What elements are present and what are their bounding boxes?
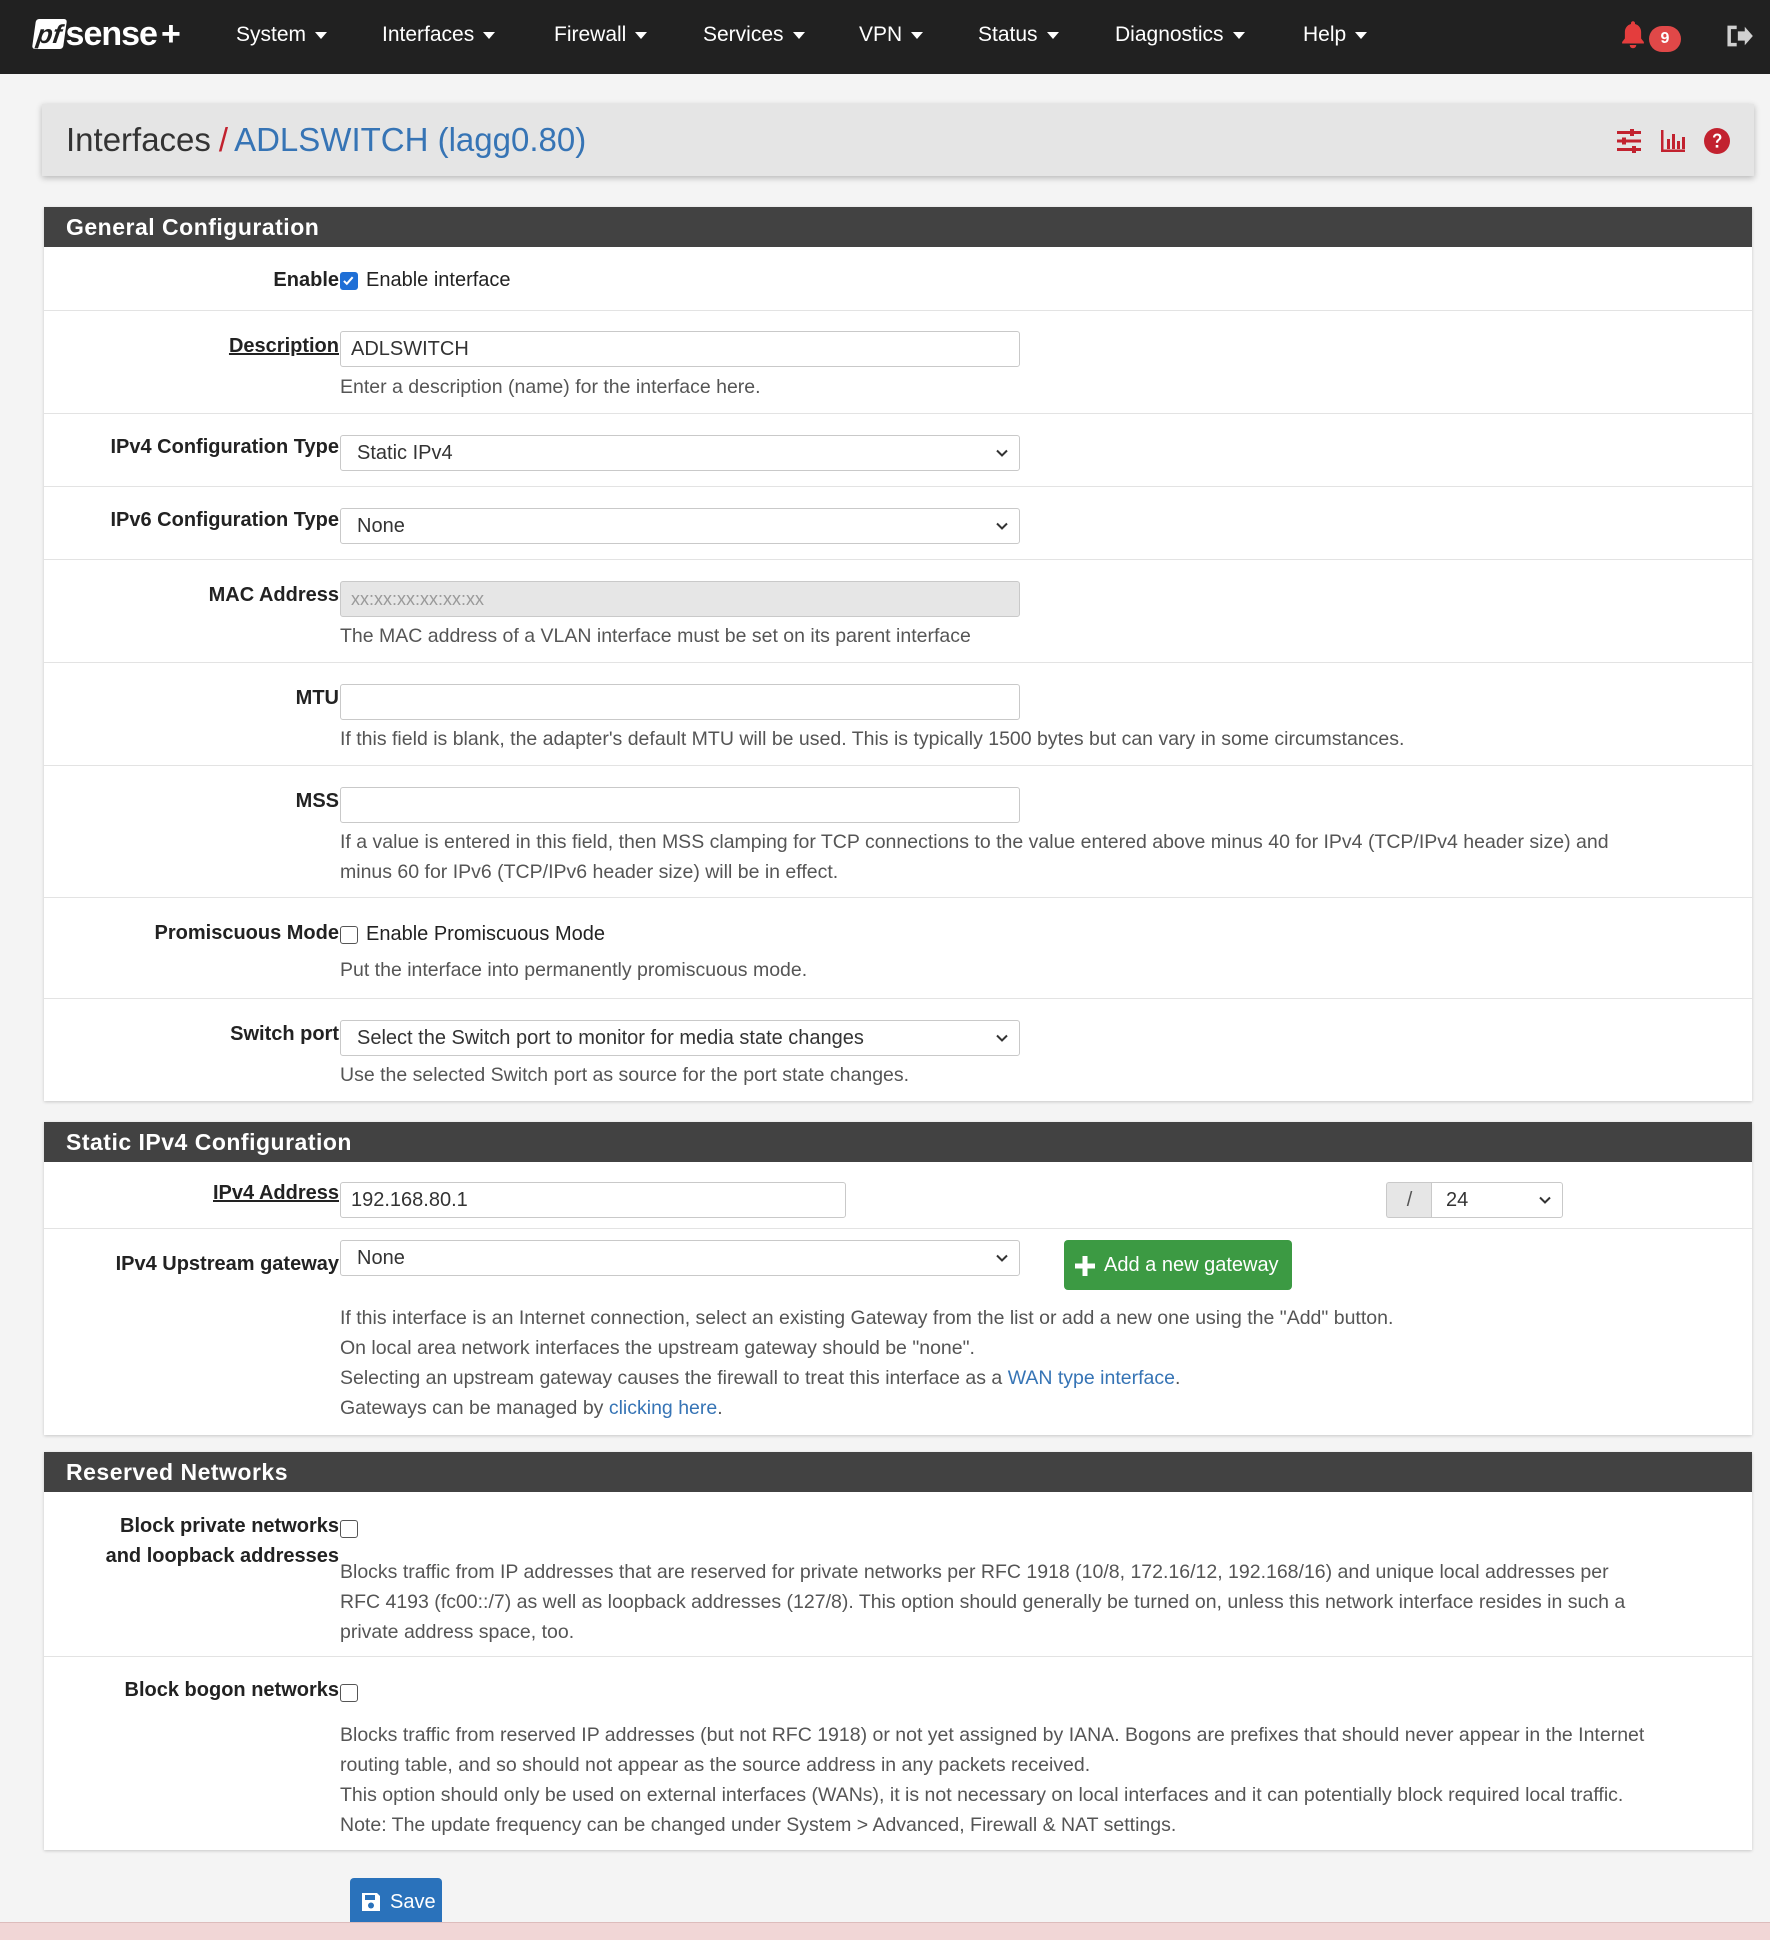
ipv6-type-label: IPv6 Configuration Type: [110, 509, 339, 531]
row-enable: [44, 247, 1752, 311]
chevron-down-icon: [995, 1251, 1009, 1265]
plus-icon: [1074, 1255, 1096, 1277]
gateway-help-line: If this interface is an Internet connection, select an existing Gateway from the list or add a new one using the "Add" button.: [340, 1307, 1394, 1329]
nav-menu-interfaces[interactable]: [382, 0, 495, 70]
breadcrumb-bar: [42, 104, 1754, 176]
mtu-help: If this field is blank, the adapter's default MTU will be used. This is typically 1500 bytes but can vary in some circumstances.: [340, 728, 1405, 750]
nav-menu-vpn[interactable]: [859, 0, 923, 70]
block-private-help-line: RFC 4193 (fc00::/7) as well as loopback addresses (127/8). This option should generally be turned on, unless this network interface resides in such a: [340, 1591, 1626, 1613]
nav-menu-services[interactable]: [703, 0, 805, 70]
mtu-label: MTU: [295, 687, 339, 709]
gateway-help-line: [340, 1393, 1393, 1423]
nav-menu-label: Help: [1303, 23, 1347, 46]
gateway-help-text: Selecting an upstream gateway causes the firewall to treat this interface as a: [340, 1367, 1008, 1389]
row-ipv6-type: [44, 487, 1752, 560]
gateway-help-line: [340, 1363, 1393, 1393]
block-bogon-help-line: This option should only be used on external interfaces (WANs), it is not necessary on local interfaces and it can potentially block required local traffic.: [340, 1784, 1624, 1806]
switch-port-value: Select the Switch port to monitor for media state changes: [357, 1027, 864, 1049]
gateway-help-line: On local area network interfaces the upstream gateway should be "none".: [340, 1337, 975, 1359]
block-bogon-help-line: Blocks traffic from reserved IP addresses (but not RFC 1918) or not yet assigned by IANA. Bogons are prefixes that should never appear in the Internet: [340, 1724, 1645, 1746]
caret-down-icon: [635, 32, 647, 39]
reserved-networks-panel: [44, 1452, 1752, 1850]
logo-plus: +: [160, 15, 181, 53]
mac-address-label: MAC Address: [208, 584, 339, 606]
ipv4-gateway-label: IPv4 Upstream gateway: [115, 1253, 339, 1275]
add-gateway-button[interactable]: [1064, 1240, 1292, 1290]
nav-menu-status[interactable]: [978, 0, 1059, 70]
switch-port-select[interactable]: [340, 1020, 1020, 1056]
row-ipv4-address: [44, 1162, 1752, 1229]
mac-address-input: xx:xx:xx:xx:xx:xx: [340, 581, 1020, 617]
caret-down-icon: [483, 32, 495, 39]
static-ipv4-panel: [44, 1122, 1752, 1435]
row-ipv4-type: [44, 414, 1752, 487]
cidr-value: 24: [1446, 1189, 1469, 1211]
pfsense-logo[interactable]: [34, 14, 181, 54]
ipv6-type-select[interactable]: [340, 508, 1020, 544]
row-promiscuous: [44, 898, 1752, 999]
mss-input[interactable]: [340, 787, 1020, 823]
block-private-help: [340, 1557, 1625, 1647]
gateway-help-text: Gateways can be managed by: [340, 1397, 609, 1419]
block-private-help-line: private address space, too.: [340, 1621, 575, 1643]
nav-menu-label: Firewall: [554, 23, 627, 46]
breadcrumb: [66, 104, 586, 176]
manage-gateways-link[interactable]: clicking here: [608, 1397, 718, 1419]
help-question-icon[interactable]: [1702, 126, 1732, 156]
ipv4-type-select[interactable]: [340, 435, 1020, 471]
cidr-select[interactable]: [1431, 1182, 1563, 1218]
nav-menu-label: Interfaces: [382, 23, 475, 46]
nav-menu-label: System: [236, 23, 307, 46]
promiscuous-help: Put the interface into permanently promiscuous mode.: [340, 959, 808, 981]
general-configuration-panel: [44, 207, 1752, 1101]
caret-down-icon: [1355, 32, 1367, 39]
switch-port-help: Use the selected Switch port as source for the port state changes.: [340, 1064, 910, 1086]
enable-interface-label[interactable]: Enable interface: [366, 269, 511, 291]
chevron-down-icon: [1538, 1193, 1552, 1207]
panel-heading-static-ipv4: Static IPv4 Configuration: [44, 1122, 1752, 1162]
row-mtu: [44, 663, 1752, 766]
block-bogon-checkbox[interactable]: [340, 1684, 358, 1702]
logo-sense: sense: [65, 15, 157, 53]
ipv4-address-label[interactable]: IPv4 Address: [213, 1182, 339, 1204]
add-gateway-label: Add a new gateway: [1104, 1254, 1279, 1276]
mss-help-line: minus 60 for IPv6 (TCP/IPv6 header size) will be in effect.: [340, 861, 839, 883]
cidr-slash: /: [1386, 1182, 1432, 1218]
promiscuous-checkbox[interactable]: [340, 926, 358, 944]
ipv6-type-value: None: [357, 515, 405, 537]
description-help: Enter a description (name) for the interface here.: [340, 376, 761, 398]
row-block-bogon: [44, 1657, 1752, 1850]
panel-heading-general: General Configuration: [44, 207, 1752, 247]
block-bogon-help-line: routing table, and so should not appear as the source address in any packets received.: [340, 1754, 1091, 1776]
caret-down-icon: [793, 32, 805, 39]
row-block-private: [44, 1492, 1752, 1657]
block-bogon-help: [340, 1720, 1644, 1840]
ipv4-gateway-select[interactable]: [340, 1240, 1020, 1276]
nav-menu-label: Services: [703, 23, 784, 46]
caret-down-icon: [1233, 32, 1245, 39]
ipv4-type-label: IPv4 Configuration Type: [110, 436, 339, 458]
block-private-checkbox[interactable]: [340, 1520, 358, 1538]
block-bogon-label: Block bogon networks: [124, 1679, 339, 1701]
mtu-input[interactable]: [340, 684, 1020, 720]
row-mac-address: [44, 560, 1752, 663]
mac-address-help: The MAC address of a VLAN interface must be set on its parent interface: [340, 625, 971, 647]
bottom-taskbar-strip: [0, 1922, 1770, 1940]
nav-menu-help[interactable]: [1303, 0, 1367, 70]
enable-label: Enable: [273, 269, 339, 291]
row-description: [44, 311, 1752, 414]
block-bogon-help-line: Note: The update frequency can be changed under System > Advanced, Firewall & NAT settings.: [340, 1814, 1177, 1836]
promiscuous-label: Promiscuous Mode: [154, 922, 339, 944]
nav-menu-label: Diagnostics: [1115, 23, 1224, 46]
ipv4-type-value: Static IPv4: [357, 442, 453, 464]
enable-interface-checkbox[interactable]: [340, 272, 358, 290]
block-private-label: Block private networks and loopback addresses: [105, 1515, 339, 1567]
sliders-icon[interactable]: [1614, 126, 1644, 156]
wan-type-interface-link[interactable]: WAN type interface: [1007, 1367, 1175, 1389]
ipv4-gateway-help: [340, 1303, 1393, 1423]
gateway-help-text: .: [1174, 1367, 1181, 1389]
save-button[interactable]: [350, 1878, 442, 1926]
caret-down-icon: [1047, 32, 1059, 39]
ipv4-address-input[interactable]: 192.168.80.1: [340, 1182, 846, 1218]
mss-help-line: If a value is entered in this field, then MSS clamping for TCP connections to the value entered above minus 40 for IPv4 (TCP/IPv4 header size) and: [340, 831, 1609, 853]
row-ipv4-gateway: [44, 1229, 1752, 1435]
enable-control: [340, 269, 511, 292]
logout-icon[interactable]: [1724, 22, 1754, 50]
nav-menu-firewall[interactable]: [554, 0, 647, 70]
description-input[interactable]: ADLSWITCH: [340, 331, 1020, 367]
promiscuous-checkbox-label[interactable]: Enable Promiscuous Mode: [366, 923, 606, 945]
ipv4-gateway-value: None: [357, 1247, 405, 1269]
save-label: Save: [390, 1891, 436, 1913]
chevron-down-icon: [995, 1031, 1009, 1045]
chevron-down-icon: [995, 446, 1009, 460]
panel-heading-reserved: Reserved Networks: [44, 1452, 1752, 1492]
breadcrumb-current[interactable]: ADLSWITCH (lagg0.80): [234, 121, 587, 158]
description-label[interactable]: Description: [228, 335, 339, 357]
floppy-disk-icon: [360, 1891, 382, 1913]
breadcrumb-shortcuts: [1614, 126, 1732, 156]
bar-chart-icon[interactable]: [1658, 126, 1688, 156]
gateway-help-text: .: [717, 1397, 723, 1419]
mss-help: [340, 827, 1609, 887]
chevron-down-icon: [995, 519, 1009, 533]
notification-count-badge[interactable]: 9: [1649, 26, 1681, 52]
nav-menu-label: Status: [978, 23, 1038, 46]
nav-menu-system[interactable]: [236, 0, 327, 70]
top-navbar: [0, 0, 1770, 74]
nav-menu-label: VPN: [859, 23, 903, 46]
breadcrumb-separator: /: [218, 121, 229, 158]
row-switch-port: [44, 999, 1752, 1101]
mss-label: MSS: [295, 790, 339, 812]
row-mss: [44, 766, 1752, 898]
caret-down-icon: [911, 32, 923, 39]
caret-down-icon: [315, 32, 327, 39]
breadcrumb-root[interactable]: Interfaces: [66, 121, 211, 158]
bell-icon[interactable]: [1618, 18, 1648, 52]
logo-pf: pf: [32, 19, 67, 49]
block-private-help-line: Blocks traffic from IP addresses that are reserved for private networks per RFC 1918 (10/8, 172.16/12, 192.168/16) and unique local addresses per: [340, 1561, 1609, 1583]
switch-port-label: Switch port: [230, 1023, 339, 1045]
nav-menu-diagnostics[interactable]: [1115, 0, 1245, 70]
checkmark-icon: [341, 273, 356, 288]
